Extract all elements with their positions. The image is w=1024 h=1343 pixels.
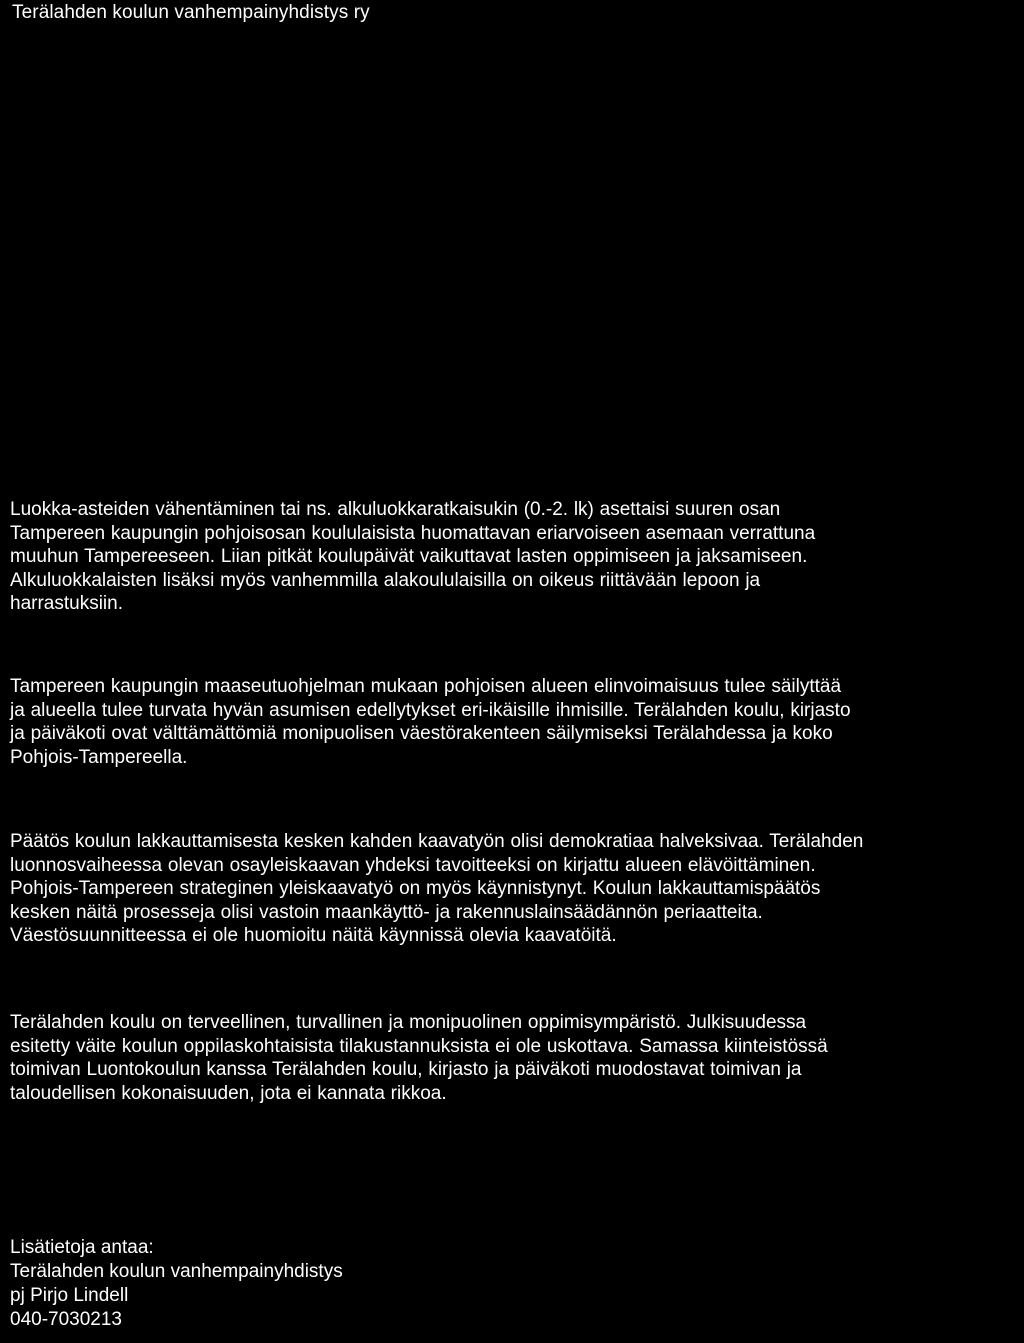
paragraph-line: esitetty väite koulun oppilaskohtaisista tilakustannuksista ei ole uskottava. Samassa kiinteistössä	[10, 1035, 828, 1057]
paragraph-line: ja alueella tulee turvata hyvän asumisen edellytykset eri-ikäisille ihmisille. Terälahden koulu, kirjasto	[10, 699, 851, 721]
paragraph-line: Päätös koulun lakkauttamisesta kesken kahden kaavatyön olisi demokratiaa halveksivaa. Terälahden	[10, 831, 864, 852]
contact-phone: 040-7030213	[10, 1309, 122, 1330]
paragraph-line: ja päiväkoti ovat välttämättömiä monipuolisen väestörakenteen säilymiseksi Terälahdessa ja koko	[10, 723, 833, 744]
document-header: Terälahden koulun vanhempainyhdistys ry	[12, 2, 370, 23]
paragraph-line: Tampereen kaupungin pohjoisosan koululaisista huomattavan eriarvoiseen asemaan verrattuna	[10, 522, 816, 544]
paragraph-class-reduction	[10, 498, 1018, 616]
paragraph-line: luonnosvaiheessa olevan osayleiskaavan yhdeksi tavoitteeksi on kirjattu alueen elävöittäminen.	[10, 854, 816, 876]
paragraph-learning-environment	[10, 1011, 1018, 1105]
contact-label: Lisätietoja antaa:	[10, 1237, 154, 1258]
paragraph-line: Pohjois-Tampereella.	[10, 746, 188, 768]
contact-organization: Terälahden koulun vanhempainyhdistys	[10, 1261, 343, 1282]
paragraph-line: muuhun Tampereeseen. Liian pitkät koulupäivät vaikuttavat lasten oppimiseen ja jaksamiseen.	[10, 546, 808, 567]
paragraph-rural-program	[10, 675, 1018, 769]
contact-person: pj Pirjo Lindell	[10, 1285, 129, 1306]
contact-block	[10, 1236, 343, 1332]
paragraph-line: Pohjois-Tampereen strateginen yleiskaavatyö on myös käynnistynyt. Koulun lakkauttamispäätös	[10, 878, 821, 899]
paragraph-line: taloudellisen kokonaisuuden, jota ei kannata rikkoa.	[10, 1082, 447, 1104]
paragraph-line: Tampereen kaupungin maaseutuohjelman mukaan pohjoisen alueen elinvoimaisuus tulee säilyttää	[10, 676, 842, 697]
paragraph-line: kesken näitä prosesseja olisi vastoin maankäyttö- ja rakennuslainsäädännön periaatteita.	[10, 901, 763, 923]
paragraph-line: Terälahden koulu on terveellinen, turvallinen ja monipuolinen oppimisympäristö. Julkisuudessa	[10, 1012, 807, 1033]
paragraph-line: Luokka-asteiden vähentäminen tai ns. alkuluokkaratkaisukin (0.-2. lk) asettaisi suuren osan	[10, 499, 781, 520]
paragraph-line: Väestösuunnitteessa ei ole huomioitu näitä käynnissä olevia kaavatöitä.	[10, 925, 617, 946]
paragraph-line: harrastuksiin.	[10, 593, 123, 614]
paragraph-zoning	[10, 830, 1018, 948]
paragraph-line: Alkuluokkalaisten lisäksi myös vanhemmilla alakoululaisilla on oikeus riittävään lepoon ja	[10, 569, 761, 591]
paragraph-line: toimivan Luontokoulun kanssa Terälahden koulu, kirjasto ja päiväkoti muodostavat toimivan ja	[10, 1059, 802, 1080]
